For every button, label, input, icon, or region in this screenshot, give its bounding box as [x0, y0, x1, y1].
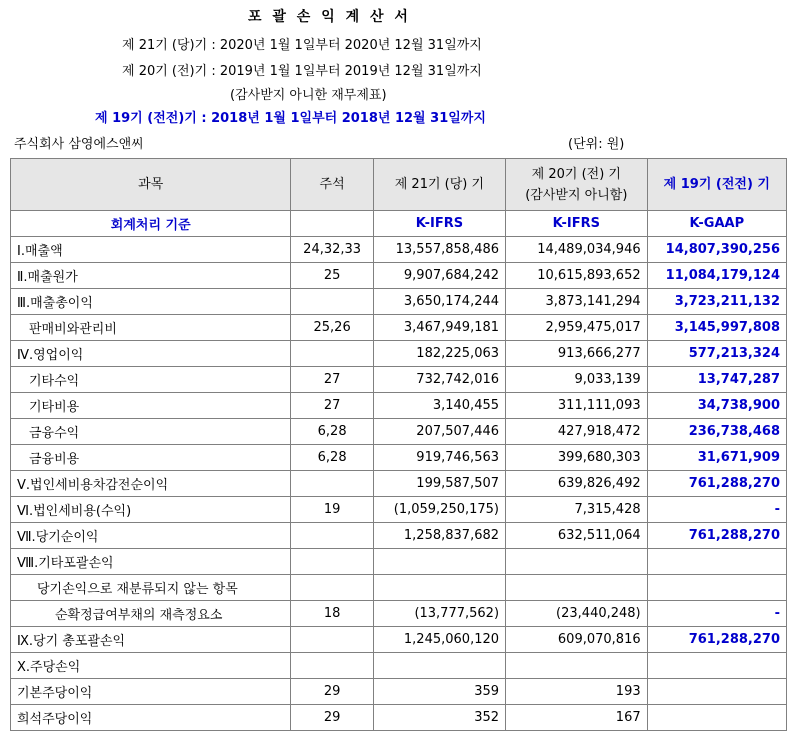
row-value-20	[506, 575, 648, 601]
row-label: Ⅷ.기타포괄손익	[11, 549, 291, 575]
row-value-21: 199,587,507	[373, 471, 505, 497]
row-value-21: (13,777,562)	[373, 601, 505, 627]
row-label: Ⅵ.법인세비용(수익)	[11, 497, 291, 523]
table-row	[11, 341, 787, 367]
row-label: 판매비와관리비	[11, 315, 291, 341]
row-value-20: 427,918,472	[506, 419, 648, 445]
table-row	[11, 627, 787, 653]
col-header-note: 주석	[291, 159, 373, 211]
row-value-21: 3,467,949,181	[373, 315, 505, 341]
row-value-20: 399,680,303	[506, 445, 648, 471]
row-value-19: 761,288,270	[647, 523, 786, 549]
table-row	[11, 523, 787, 549]
row-label: 금융수익	[11, 419, 291, 445]
row-note	[291, 289, 373, 315]
row-value-20: (23,440,248)	[506, 601, 648, 627]
row-value-21: 919,746,563	[373, 445, 505, 471]
row-value-19: 34,738,900	[647, 393, 786, 419]
row-value-20: 193	[506, 679, 648, 705]
row-note: 6,28	[291, 419, 373, 445]
row-value-21: 359	[373, 679, 505, 705]
row-note: 25,26	[291, 315, 373, 341]
row-value-19: 14,807,390,256	[647, 237, 786, 263]
row-value-19: 577,213,324	[647, 341, 786, 367]
table-row	[11, 237, 787, 263]
period-21: 제 21기 (당)기 : 2020년 1월 1일부터 2020년 12월 31일까지	[122, 38, 482, 53]
row-note: 6,28	[291, 445, 373, 471]
row-note: 27	[291, 367, 373, 393]
statement-rows	[11, 237, 787, 731]
row-value-20: 609,070,816	[506, 627, 648, 653]
row-value-20: 913,666,277	[506, 341, 648, 367]
row-value-20: 311,111,093	[506, 393, 648, 419]
table-row	[11, 445, 787, 471]
row-label: Ⅴ.법인세비용차감전순이익	[11, 471, 291, 497]
row-label: Ⅰ.매출액	[11, 237, 291, 263]
basis-19: K-GAAP	[647, 211, 786, 237]
row-value-19	[647, 575, 786, 601]
row-note: 18	[291, 601, 373, 627]
row-value-19: 31,671,909	[647, 445, 786, 471]
row-label: Ⅲ.매출총이익	[11, 289, 291, 315]
row-value-20: 9,033,139	[506, 367, 648, 393]
row-value-20: 3,873,141,294	[506, 289, 648, 315]
row-value-20	[506, 549, 648, 575]
col-header-20-line1: 제 20기 (전) 기	[531, 166, 621, 182]
row-value-20: 2,959,475,017	[506, 315, 648, 341]
row-label: 희석주당이익	[11, 705, 291, 731]
row-note: 29	[291, 705, 373, 731]
col-header-account: 과목	[11, 159, 291, 211]
row-value-20	[506, 653, 648, 679]
row-value-21: (1,059,250,175)	[373, 497, 505, 523]
row-value-19: -	[647, 497, 786, 523]
table-row	[11, 289, 787, 315]
table-row	[11, 549, 787, 575]
row-note: 25	[291, 263, 373, 289]
row-label: 순확정급여부채의 재측정요소	[11, 601, 291, 627]
row-note: 29	[291, 679, 373, 705]
row-value-21: 13,557,858,486	[373, 237, 505, 263]
row-value-21	[373, 575, 505, 601]
row-value-20: 7,315,428	[506, 497, 648, 523]
col-header-20	[506, 159, 648, 211]
row-value-19	[647, 549, 786, 575]
row-value-19: 3,723,211,132	[647, 289, 786, 315]
row-label: Ⅶ.당기순이익	[11, 523, 291, 549]
row-note	[291, 523, 373, 549]
table-row	[11, 497, 787, 523]
row-note: 27	[291, 393, 373, 419]
row-value-21: 3,650,174,244	[373, 289, 505, 315]
row-value-21: 732,742,016	[373, 367, 505, 393]
table-header-row	[11, 159, 787, 211]
row-value-21: 352	[373, 705, 505, 731]
row-note	[291, 653, 373, 679]
row-note	[291, 549, 373, 575]
basis-note	[291, 211, 373, 237]
row-label: 당기손익으로 재분류되지 않는 항목	[11, 575, 291, 601]
row-value-21	[373, 653, 505, 679]
basis-21: K-IFRS	[373, 211, 505, 237]
row-note	[291, 471, 373, 497]
row-label: 기타수익	[11, 367, 291, 393]
row-label: Ⅱ.매출원가	[11, 263, 291, 289]
row-value-20: 167	[506, 705, 648, 731]
table-row	[11, 263, 787, 289]
table-row	[11, 367, 787, 393]
row-label: 기본주당이익	[11, 679, 291, 705]
table-row	[11, 393, 787, 419]
unit-label: (단위: 원)	[568, 137, 625, 152]
col-header-20-line2: (감사받지 아니함)	[525, 187, 628, 203]
row-value-19: 761,288,270	[647, 627, 786, 653]
row-value-19: 236,738,468	[647, 419, 786, 445]
statement-title: 포 괄 손 익 계 산 서	[248, 9, 411, 25]
row-label: 기타비용	[11, 393, 291, 419]
basis-label: 회계처리 기준	[11, 211, 291, 237]
table-row	[11, 653, 787, 679]
row-value-19: 13,747,287	[647, 367, 786, 393]
period-20: 제 20기 (전)기 : 2019년 1월 1일부터 2019년 12월 31일까지	[122, 64, 482, 79]
table-row	[11, 575, 787, 601]
row-value-20: 632,511,064	[506, 523, 648, 549]
row-value-21: 3,140,455	[373, 393, 505, 419]
row-label: Ⅸ.당기 총포괄손익	[11, 627, 291, 653]
period-19: 제 19기 (전전)기 : 2018년 1월 1일부터 2018년 12월 31일까지	[95, 111, 486, 126]
accounting-basis-row	[11, 211, 787, 237]
row-note: 24,32,33	[291, 237, 373, 263]
col-header-19: 제 19기 (전전) 기	[647, 159, 786, 211]
row-note: 19	[291, 497, 373, 523]
basis-20: K-IFRS	[506, 211, 648, 237]
row-value-19	[647, 705, 786, 731]
row-value-19: 3,145,997,808	[647, 315, 786, 341]
company-name: 주식회사 삼영에스앤씨	[14, 137, 144, 152]
audit-note: (감사받지 아니한 재무제표)	[230, 88, 387, 103]
row-value-21: 9,907,684,242	[373, 263, 505, 289]
row-value-20: 639,826,492	[506, 471, 648, 497]
row-label: Ⅳ.영업이익	[11, 341, 291, 367]
income-statement-table	[10, 158, 787, 731]
col-header-21: 제 21기 (당) 기	[373, 159, 505, 211]
row-value-19	[647, 653, 786, 679]
row-value-19: 11,084,179,124	[647, 263, 786, 289]
table-row	[11, 705, 787, 731]
table-row	[11, 679, 787, 705]
table-row	[11, 419, 787, 445]
row-value-20: 10,615,893,652	[506, 263, 648, 289]
row-value-20: 14,489,034,946	[506, 237, 648, 263]
row-note	[291, 575, 373, 601]
row-note	[291, 627, 373, 653]
row-label: Ⅹ.주당손익	[11, 653, 291, 679]
row-label: 금융비용	[11, 445, 291, 471]
table-row	[11, 471, 787, 497]
row-value-21: 1,258,837,682	[373, 523, 505, 549]
row-value-19: -	[647, 601, 786, 627]
row-value-19: 761,288,270	[647, 471, 786, 497]
row-note	[291, 341, 373, 367]
row-value-19	[647, 679, 786, 705]
table-row	[11, 315, 787, 341]
row-value-21: 182,225,063	[373, 341, 505, 367]
row-value-21	[373, 549, 505, 575]
row-value-21: 207,507,446	[373, 419, 505, 445]
row-value-21: 1,245,060,120	[373, 627, 505, 653]
table-row	[11, 601, 787, 627]
